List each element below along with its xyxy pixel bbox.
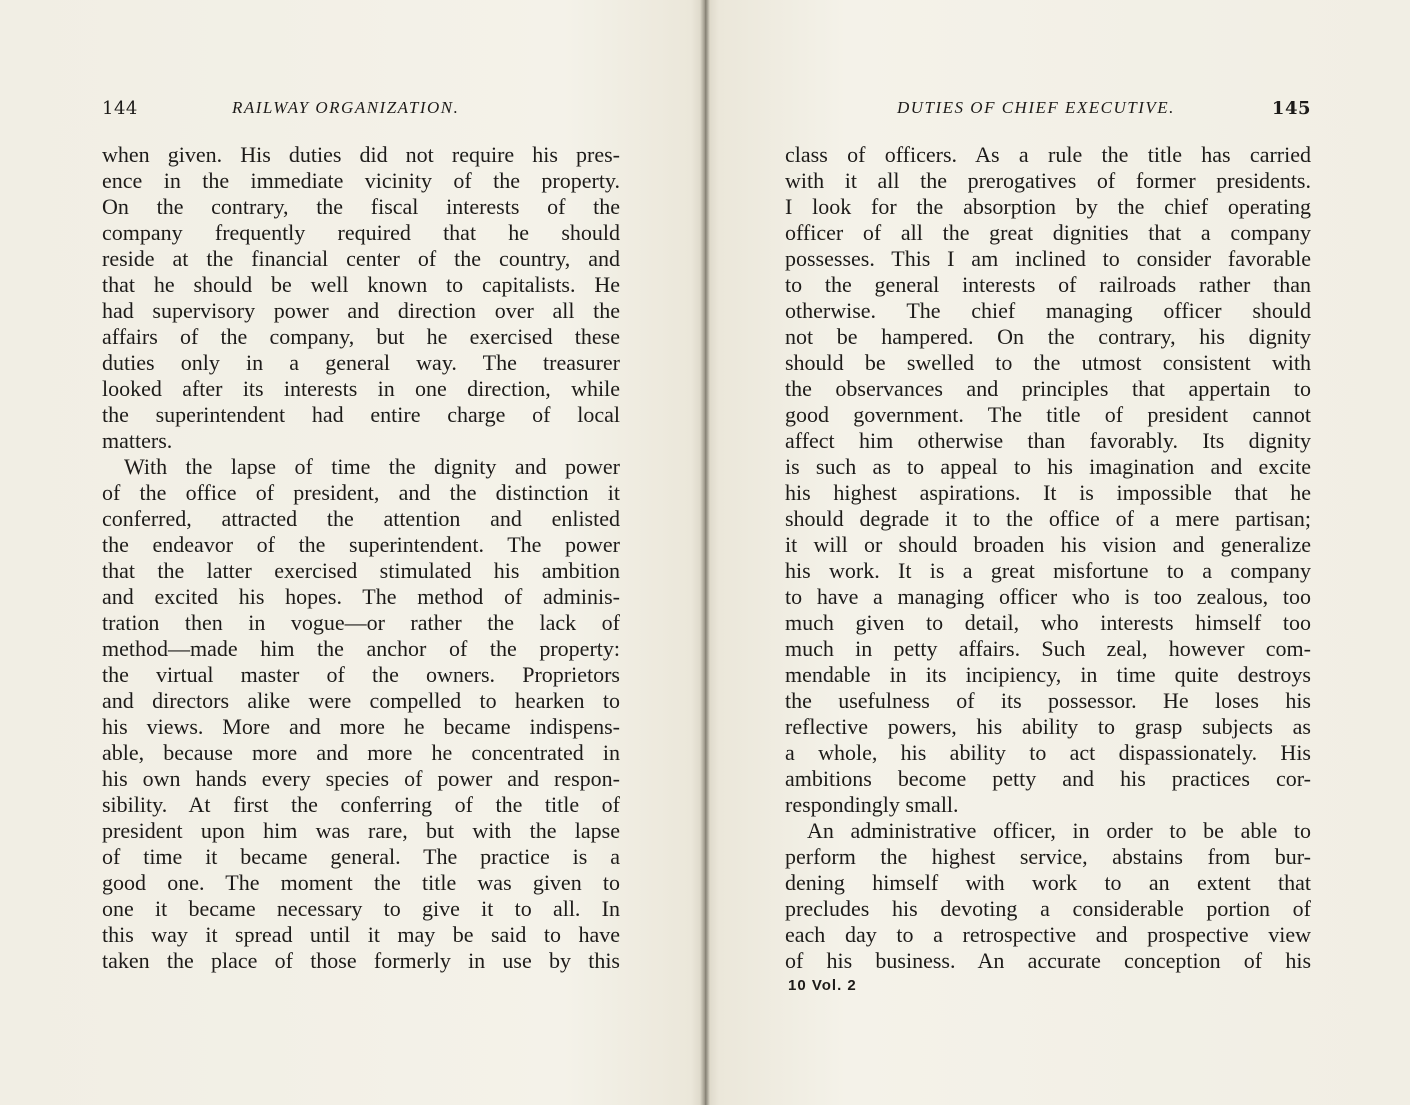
left-body-text	[102, 142, 620, 974]
text-line: that the latter exercised stimulated his ambition	[102, 558, 620, 583]
text-line: able, because more and more he concentrated in	[102, 740, 620, 765]
right-running-head	[785, 98, 1311, 122]
right-body-text	[785, 142, 1311, 974]
text-line: class of officers. As a rule the title has carried	[785, 142, 1311, 167]
text-line: to the general interests of railroads rather than	[785, 272, 1311, 297]
text-line: sibility. At first the conferring of the title of	[102, 792, 620, 817]
text-line: it will or should broaden his vision and generalize	[785, 532, 1311, 557]
signature-mark: 10 Vol. 2	[788, 977, 857, 994]
text-line: conferred, attracted the attention and enlisted	[102, 506, 620, 531]
text-line: reside at the financial center of the country, and	[102, 246, 620, 271]
text-line: of his business. An accurate conception of his	[785, 948, 1311, 973]
text-line: when given. His duties did not require his pres-	[102, 142, 620, 167]
text-line: affairs of the company, but he exercised these	[102, 324, 620, 349]
text-line: perform the highest service, abstains from bur-	[785, 844, 1311, 869]
text-line: duties only in a general way. The treasurer	[102, 350, 620, 375]
left-running-title: RAILWAY ORGANIZATION.	[232, 98, 460, 117]
text-line: and directors alike were compelled to hearken to	[102, 688, 620, 713]
text-line: much in petty affairs. Such zeal, however com-	[785, 636, 1311, 661]
text-line: that he should be well known to capitalists. He	[102, 272, 620, 297]
text-line: and excited his hopes. The method of adminis-	[102, 584, 620, 609]
text-line: officer of all the great dignities that a company	[785, 220, 1311, 245]
text-line: otherwise. The chief managing officer should	[785, 298, 1311, 323]
text-line: the usefulness of its possessor. He loses his	[785, 688, 1311, 713]
text-line: this way it spread until it may be said to have	[102, 922, 620, 947]
text-line: is such as to appeal to his imagination and excite	[785, 454, 1311, 479]
text-line: with it all the prerogatives of former presidents.	[785, 168, 1311, 193]
text-line: respondingly small.	[785, 792, 959, 817]
book-gutter	[700, 0, 710, 1105]
text-line: the observances and principles that appertain to	[785, 376, 1311, 401]
text-line: to have a managing officer who is too zealous, too	[785, 584, 1311, 609]
text-line: his work. It is a great misfortune to a company	[785, 558, 1311, 583]
text-line: On the contrary, the fiscal interests of the	[102, 194, 620, 219]
text-line: the superintendent had entire charge of local	[102, 402, 620, 427]
text-line: the virtual master of the owners. Proprietors	[102, 662, 620, 687]
text-line: good one. The moment the title was given to	[102, 870, 620, 895]
paragraph-start-line: An administrative officer, in order to be able to	[807, 818, 1311, 843]
text-line: ence in the immediate vicinity of the property.	[102, 168, 620, 193]
text-line: method—made him the anchor of the property:	[102, 636, 620, 661]
right-running-title: DUTIES OF CHIEF EXECUTIVE.	[897, 98, 1175, 117]
text-line: much given to detail, who interests himself too	[785, 610, 1311, 635]
text-line: one it became necessary to give it to all. In	[102, 896, 620, 921]
text-line: reflective powers, his ability to grasp subjects as	[785, 714, 1311, 739]
text-line: president upon him was rare, but with the lapse	[102, 818, 620, 843]
left-page	[0, 0, 700, 1105]
text-line: precludes his devoting a considerable portion of	[785, 896, 1311, 921]
text-line: affect him otherwise than favorably. Its dignity	[785, 428, 1311, 453]
text-line: mendable in its incipiency, in time quite destroys	[785, 662, 1311, 687]
left-page-number: 144	[102, 98, 138, 119]
text-line: his highest aspirations. It is impossible that he	[785, 480, 1311, 505]
text-line: had supervisory power and direction over all the	[102, 298, 620, 323]
text-line: looked after its interests in one direction, while	[102, 376, 620, 401]
right-page	[710, 0, 1410, 1105]
text-line: his views. More and more he became indispens-	[102, 714, 620, 739]
left-running-head	[102, 98, 620, 122]
text-line: taken the place of those formerly in use by this	[102, 948, 620, 973]
text-line: should be swelled to the utmost consistent with	[785, 350, 1311, 375]
text-line: possesses. This I am inclined to consider favorable	[785, 246, 1311, 271]
text-line: not be hampered. On the contrary, his dignity	[785, 324, 1311, 349]
text-line: matters.	[102, 428, 173, 453]
text-line: dening himself with work to an extent that	[785, 870, 1311, 895]
text-line: of the office of president, and the distinction it	[102, 480, 620, 505]
text-line: should degrade it to the office of a mere partisan;	[785, 506, 1311, 531]
text-line: each day to a retrospective and prospective view	[785, 922, 1311, 947]
text-line: the endeavor of the superintendent. The power	[102, 532, 620, 557]
text-line: of time it became general. The practice is a	[102, 844, 620, 869]
text-line: good government. The title of president cannot	[785, 402, 1311, 427]
text-line: company frequently required that he should	[102, 220, 620, 245]
right-page-number: 145	[1271, 98, 1311, 119]
paragraph-start-line: With the lapse of time the dignity and power	[124, 454, 620, 479]
text-line: tration then in vogue—or rather the lack of	[102, 610, 620, 635]
text-line: I look for the absorption by the chief operating	[785, 194, 1311, 219]
text-line: ambitions become petty and his practices cor-	[785, 766, 1311, 791]
text-line: a whole, his ability to act dispassionately. His	[785, 740, 1311, 765]
text-line: his own hands every species of power and respon-	[102, 766, 620, 791]
